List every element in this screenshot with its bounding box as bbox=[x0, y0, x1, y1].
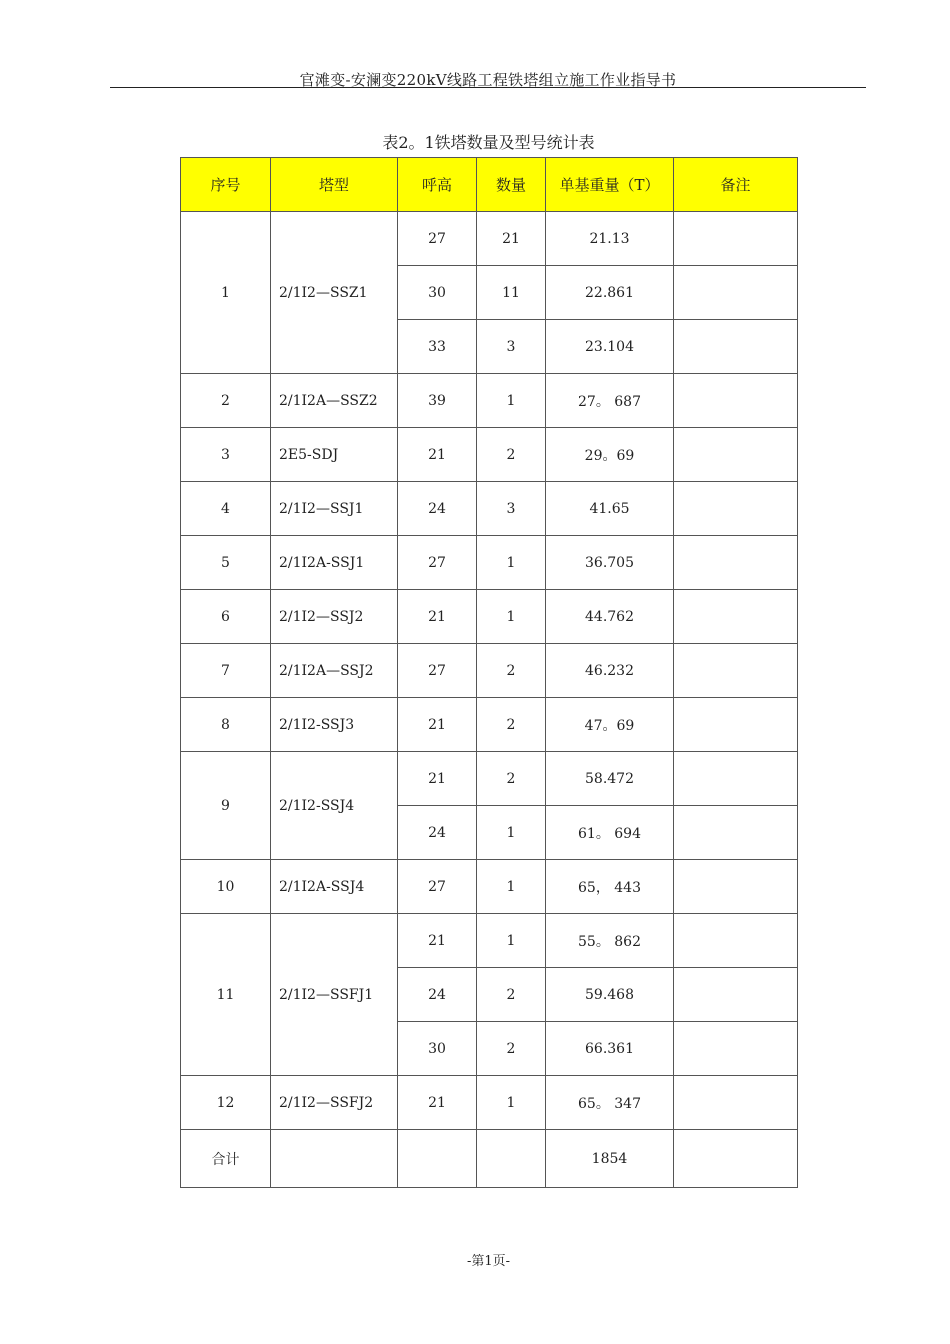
cell-height: 27 bbox=[398, 644, 477, 698]
column-header-no: 序号 bbox=[181, 158, 271, 212]
cell-weight: 65， 443 bbox=[546, 860, 674, 914]
cell-type: 2/1I2A—SSZ2 bbox=[271, 374, 398, 428]
table-row bbox=[181, 1076, 798, 1130]
cell-weight: 36.705 bbox=[546, 536, 674, 590]
cell-note bbox=[674, 1076, 798, 1130]
table-row bbox=[181, 482, 798, 536]
cell-qty: 2 bbox=[477, 698, 546, 752]
cell-note bbox=[674, 482, 798, 536]
cell-type: 2/1I2—SSJ1 bbox=[271, 482, 398, 536]
cell-no: 4 bbox=[181, 482, 271, 536]
cell-height: 21 bbox=[398, 428, 477, 482]
cell-note bbox=[674, 590, 798, 644]
cell-no: 5 bbox=[181, 536, 271, 590]
cell-weight: 23.104 bbox=[546, 320, 674, 374]
table-row bbox=[181, 698, 798, 752]
cell-no: 7 bbox=[181, 644, 271, 698]
cell-weight: 41.65 bbox=[546, 482, 674, 536]
column-header-type: 塔型 bbox=[271, 158, 398, 212]
table-row bbox=[181, 536, 798, 590]
document-header-title: 官滩变-安澜变220kV线路工程铁塔组立施工作业指导书 bbox=[299, 71, 677, 89]
cell-height: 21 bbox=[398, 698, 477, 752]
cell-note bbox=[674, 644, 798, 698]
cell-note bbox=[674, 212, 798, 266]
cell-type: 2/1I2—SSJ2 bbox=[271, 590, 398, 644]
cell-weight: 65。 347 bbox=[546, 1076, 674, 1130]
cell-qty: 3 bbox=[477, 320, 546, 374]
page-number: -第1页- bbox=[466, 1254, 511, 1269]
total-weight: 1854 bbox=[546, 1130, 674, 1188]
cell-qty: 1 bbox=[477, 806, 546, 860]
cell-note bbox=[674, 860, 798, 914]
cell-qty: 1 bbox=[477, 590, 546, 644]
cell-no: 1 bbox=[181, 212, 271, 374]
total-height bbox=[398, 1130, 477, 1188]
table-body bbox=[181, 212, 798, 1188]
cell-height: 21 bbox=[398, 752, 477, 806]
total-label: 合计 bbox=[181, 1130, 271, 1188]
cell-type: 2/1I2—SSZ1 bbox=[271, 212, 398, 374]
table-row bbox=[181, 590, 798, 644]
table-row bbox=[181, 374, 798, 428]
cell-qty: 1 bbox=[477, 374, 546, 428]
cell-weight: 55。 862 bbox=[546, 914, 674, 968]
cell-weight: 27。 687 bbox=[546, 374, 674, 428]
cell-qty: 1 bbox=[477, 914, 546, 968]
cell-type: 2/1I2-SSJ4 bbox=[271, 752, 398, 860]
cell-no: 10 bbox=[181, 860, 271, 914]
table-row bbox=[181, 860, 798, 914]
cell-no: 8 bbox=[181, 698, 271, 752]
cell-note bbox=[674, 914, 798, 968]
cell-weight: 44.762 bbox=[546, 590, 674, 644]
cell-note bbox=[674, 428, 798, 482]
cell-no: 6 bbox=[181, 590, 271, 644]
cell-qty: 21 bbox=[477, 212, 546, 266]
total-type bbox=[271, 1130, 398, 1188]
table-row bbox=[181, 428, 798, 482]
cell-height: 24 bbox=[398, 806, 477, 860]
cell-qty: 2 bbox=[477, 644, 546, 698]
cell-type: 2/1I2A—SSJ2 bbox=[271, 644, 398, 698]
cell-height: 30 bbox=[398, 266, 477, 320]
cell-qty: 2 bbox=[477, 968, 546, 1022]
cell-height: 21 bbox=[398, 590, 477, 644]
cell-weight: 61。 694 bbox=[546, 806, 674, 860]
cell-note bbox=[674, 806, 798, 860]
cell-note bbox=[674, 320, 798, 374]
cell-type: 2E5-SDJ bbox=[271, 428, 398, 482]
cell-qty: 2 bbox=[477, 1022, 546, 1076]
cell-type: 2/1I2A-SSJ4 bbox=[271, 860, 398, 914]
column-header-weight: 单基重量（T） bbox=[546, 158, 674, 212]
cell-no: 12 bbox=[181, 1076, 271, 1130]
total-row bbox=[181, 1130, 798, 1188]
cell-qty: 1 bbox=[477, 1076, 546, 1130]
cell-type: 2/1I2—SSFJ2 bbox=[271, 1076, 398, 1130]
cell-weight: 59.468 bbox=[546, 968, 674, 1022]
header-divider bbox=[110, 87, 866, 88]
cell-no: 3 bbox=[181, 428, 271, 482]
total-note bbox=[674, 1130, 798, 1188]
cell-note bbox=[674, 536, 798, 590]
tower-statistics-table bbox=[180, 157, 798, 1188]
cell-no: 9 bbox=[181, 752, 271, 860]
cell-note bbox=[674, 374, 798, 428]
total-qty bbox=[477, 1130, 546, 1188]
table-header-row bbox=[181, 158, 798, 212]
table-row bbox=[181, 914, 798, 968]
cell-height: 27 bbox=[398, 860, 477, 914]
cell-height: 30 bbox=[398, 1022, 477, 1076]
cell-qty: 1 bbox=[477, 860, 546, 914]
cell-type: 2/1I2—SSFJ1 bbox=[271, 914, 398, 1076]
table-row bbox=[181, 212, 798, 266]
cell-height: 33 bbox=[398, 320, 477, 374]
cell-height: 27 bbox=[398, 536, 477, 590]
cell-note bbox=[674, 752, 798, 806]
table-caption: 表2。1铁塔数量及型号统计表 bbox=[382, 133, 595, 152]
cell-type: 2/1I2A-SSJ1 bbox=[271, 536, 398, 590]
table-row bbox=[181, 752, 798, 806]
column-header-qty: 数量 bbox=[477, 158, 546, 212]
cell-weight: 58.472 bbox=[546, 752, 674, 806]
cell-weight: 66.361 bbox=[546, 1022, 674, 1076]
column-header-note: 备注 bbox=[674, 158, 798, 212]
cell-qty: 3 bbox=[477, 482, 546, 536]
cell-weight: 22.861 bbox=[546, 266, 674, 320]
cell-note bbox=[674, 1022, 798, 1076]
cell-qty: 2 bbox=[477, 752, 546, 806]
cell-height: 24 bbox=[398, 482, 477, 536]
cell-note bbox=[674, 968, 798, 1022]
cell-weight: 21.13 bbox=[546, 212, 674, 266]
cell-qty: 1 bbox=[477, 536, 546, 590]
cell-qty: 2 bbox=[477, 428, 546, 482]
cell-height: 39 bbox=[398, 374, 477, 428]
cell-weight: 47。69 bbox=[546, 698, 674, 752]
cell-height: 24 bbox=[398, 968, 477, 1022]
cell-qty: 11 bbox=[477, 266, 546, 320]
cell-note bbox=[674, 266, 798, 320]
cell-height: 21 bbox=[398, 914, 477, 968]
cell-no: 2 bbox=[181, 374, 271, 428]
cell-weight: 46.232 bbox=[546, 644, 674, 698]
column-header-height: 呼高 bbox=[398, 158, 477, 212]
cell-height: 21 bbox=[398, 1076, 477, 1130]
cell-no: 11 bbox=[181, 914, 271, 1076]
cell-weight: 29。69 bbox=[546, 428, 674, 482]
cell-type: 2/1I2-SSJ3 bbox=[271, 698, 398, 752]
cell-note bbox=[674, 698, 798, 752]
cell-height: 27 bbox=[398, 212, 477, 266]
table-row bbox=[181, 644, 798, 698]
